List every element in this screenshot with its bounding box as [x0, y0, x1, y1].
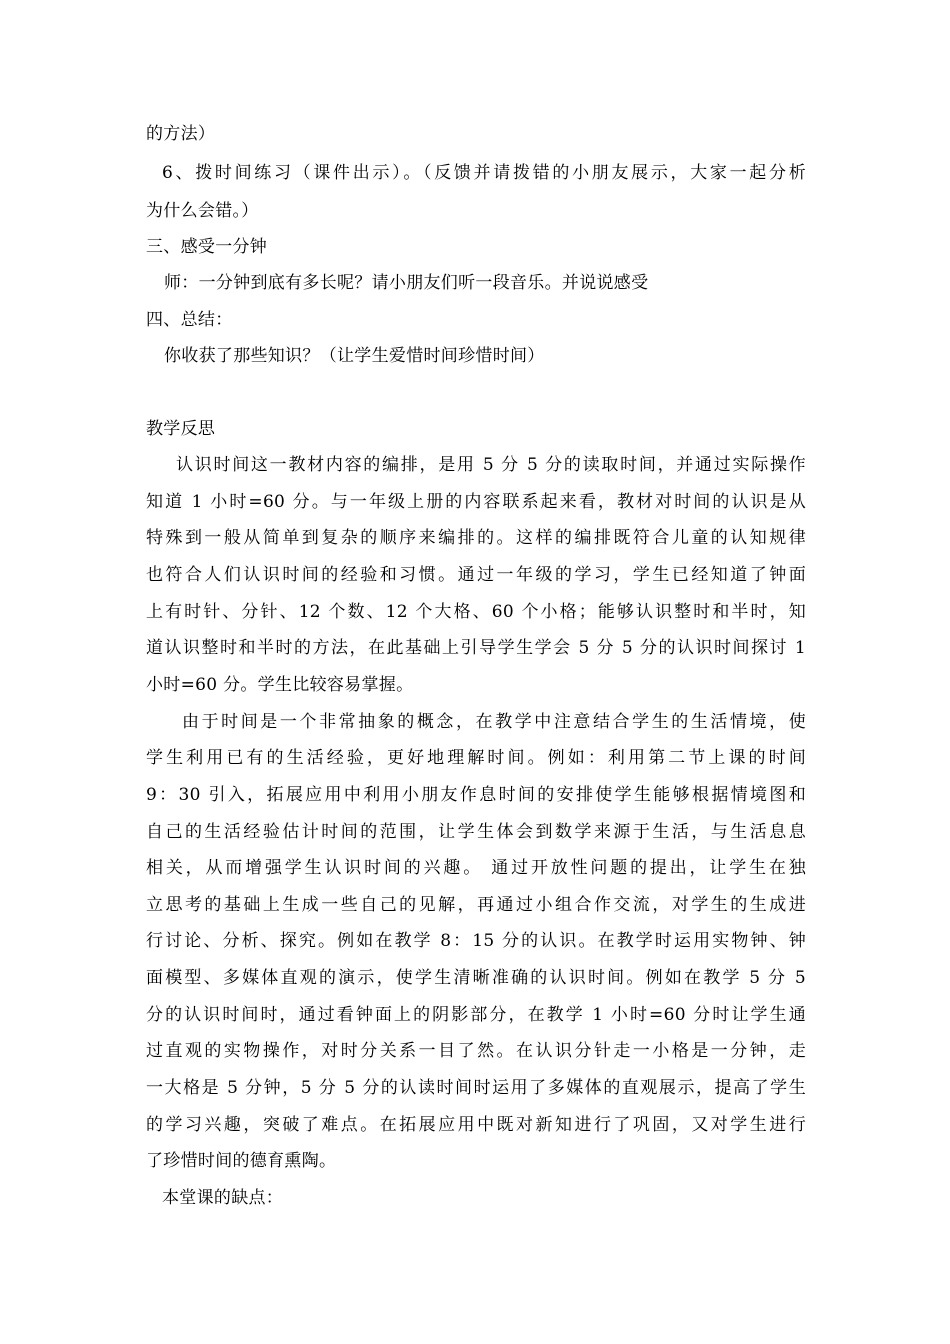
text-line: 自己的生活经验估计时间的范围，让学生体会到数学来源于生活，与生活息息	[146, 822, 806, 842]
section-heading: 教学反思	[146, 419, 216, 439]
text-line: 上有时针、分针、12 个数、12 个大格、60 个小格；能够认识整时和半时，知	[146, 602, 806, 622]
text-line: 特殊到一般从简单到复杂的顺序来编排的。这样的编排既符合儿童的认知规律	[146, 528, 806, 548]
text-line: 9：30 引入，拓展应用中利用小朋友作息时间的安排使学生能够根据情境图和	[146, 785, 806, 805]
text-line: 分的认识时间时，通过看钟面上的阴影部分，在教学 1 小时=60 分时让学生通	[146, 1005, 806, 1025]
text-line: 的方法）	[146, 124, 216, 144]
text-line: 了珍惜时间的德育熏陶。	[146, 1151, 337, 1171]
text-line: 你收获了那些知识？（让学生爱惜时间珍惜时间）	[164, 346, 545, 366]
text-line: 相关，从而增强学生认识时间的兴趣。 通过开放性问题的提出，让学生在独	[146, 858, 806, 878]
text-line: 小时=60 分。学生比较容易掌握。	[146, 675, 414, 695]
text-line: 6、拨时间练习（课件出示）。（反馈并请拨错的小朋友展示，大家一起分析	[162, 163, 806, 183]
text-line: 师：一分钟到底有多长呢？请小朋友们听一段音乐。并说说感受	[164, 273, 649, 293]
text-line: 知道 1 小时=60 分。与一年级上册的内容联系起来看，教材对时间的认识是从	[146, 492, 806, 512]
text-line: 面模型、多媒体直观的演示，使学生清晰准确的认识时间。例如在教学 5 分 5	[146, 968, 806, 988]
text-line: 一大格是 5 分钟，5 分 5 分的认读时间时运用了多媒体的直观展示，提高了学生	[146, 1078, 806, 1098]
text-line: 行讨论、分析、探究。例如在教学 8：15 分的认识。在教学时运用实物钟、钟	[146, 931, 806, 951]
text-line: 过直观的实物操作，对时分关系一目了然。在认识分针走一小格是一分钟，走	[146, 1041, 806, 1061]
text-line: 为什么会错。）	[146, 201, 259, 221]
section-heading: 三、感受一分钟	[146, 237, 268, 257]
text-line: 认识时间这一教材内容的编排，是用 5 分 5 分的读取时间，并通过实际操作	[176, 455, 806, 475]
text-line: 的学习兴趣，突破了难点。在拓展应用中既对新知进行了巩固，又对学生进行	[146, 1115, 806, 1135]
text-line: 由于时间是一个非常抽象的概念，在教学中注意结合学生的生活情境，使	[182, 712, 806, 732]
section-heading: 本堂课的缺点：	[162, 1188, 284, 1208]
section-heading: 四、总结：	[146, 310, 233, 330]
text-line: 也符合人们认识时间的经验和习惯。通过一年级的学习，学生已经知道了钟面	[146, 565, 806, 585]
text-line: 道认识整时和半时的方法，在此基础上引导学生学会 5 分 5 分的认识时间探讨 1	[146, 638, 806, 658]
text-line: 立思考的基础上生成一些自己的见解，再通过小组合作交流，对学生的生成进	[146, 895, 806, 915]
text-line: 学生利用已有的生活经验，更好地理解时间。例如：利用第二节上课的时间	[146, 748, 806, 768]
